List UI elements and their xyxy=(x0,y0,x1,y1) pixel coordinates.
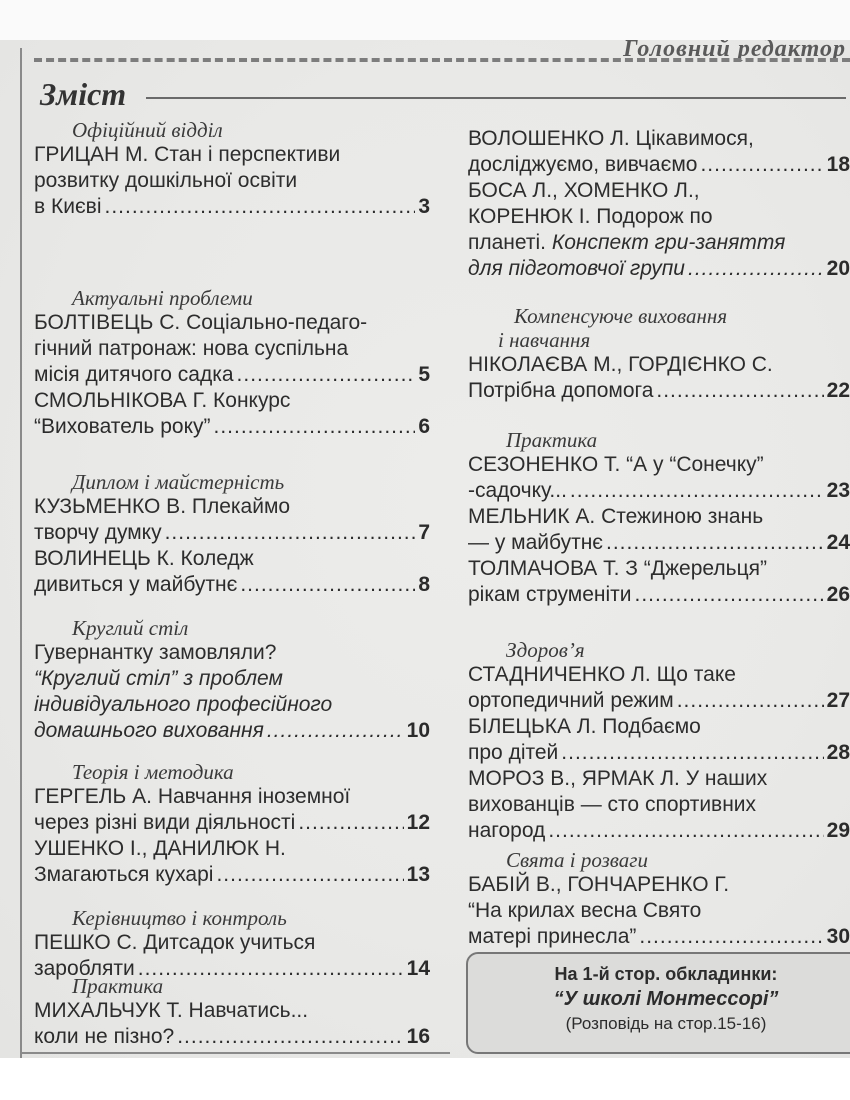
entry-line: БІЛЕЦЬКА Л. Подбаємо xyxy=(468,715,701,738)
page-number: 10 xyxy=(406,719,430,742)
entry-line: “На крилах весна Свято xyxy=(468,899,702,922)
entry-text: про дітей xyxy=(468,741,559,764)
entry-line: НІКОЛАЄВА М., ГОРДІЄНКО С. xyxy=(468,353,773,376)
toc-entry-row[interactable] xyxy=(468,478,850,504)
leader-dots xyxy=(688,256,824,282)
leader-dots xyxy=(700,152,823,178)
entry-line: індивідуального професійного xyxy=(34,693,333,716)
entry-line: СЕЗОНЕНКО Т. “А у “Сонечку” xyxy=(468,453,764,476)
page-number: 14 xyxy=(406,957,430,980)
section-diploma xyxy=(34,470,430,598)
section-title: Практика xyxy=(506,428,598,452)
section-practice-left xyxy=(34,974,430,1050)
entry-text: “Вихователь року” xyxy=(34,415,211,438)
entry-line: БОЛТІВЕЦЬ С. Соціально-педаго- xyxy=(34,311,368,334)
section-holidays xyxy=(468,848,850,950)
entry-text: рікам струменіти xyxy=(468,583,632,606)
entry-line: КОРЕНЮК І. Подорож по xyxy=(468,205,713,228)
page-number: 29 xyxy=(826,819,850,842)
toc-entry-row[interactable] xyxy=(468,582,850,608)
section-research xyxy=(468,126,850,282)
leader-dots xyxy=(105,194,416,220)
leader-dots xyxy=(635,582,824,608)
document-page xyxy=(0,40,850,1058)
page-number: 26 xyxy=(826,583,850,606)
leader-dots xyxy=(267,718,404,744)
entry-text: Потрібна допомога xyxy=(468,379,654,402)
entry-text: досліджуємо, вивчаємо xyxy=(468,153,698,176)
toc-entry-row[interactable] xyxy=(34,520,430,546)
section-title-cont: і навчання xyxy=(498,328,591,352)
entry-line: гічний патронаж: нова суспільна xyxy=(34,337,349,360)
entry-text: коли не пізно? xyxy=(34,1025,175,1048)
section-practice-right xyxy=(468,428,850,608)
section-title: Свята і розваги xyxy=(506,848,648,872)
toc-entry-row[interactable] xyxy=(468,688,850,714)
toc-entry-row[interactable] xyxy=(468,530,850,556)
leader-dots xyxy=(570,478,824,504)
page-number: 18 xyxy=(826,153,850,176)
entry-line: БАБІЙ В., ГОНЧАРЕНКО Г. xyxy=(468,873,730,896)
page-number: 27 xyxy=(826,689,850,712)
page-number: 24 xyxy=(826,531,850,554)
page-number: 16 xyxy=(406,1025,430,1048)
entry-line-italic: Конспект гри-заняття xyxy=(551,231,786,254)
leader-dots xyxy=(656,378,823,404)
bottom-border-line xyxy=(20,1052,450,1054)
entry-line: КУЗЬМЕНКО В. Плекаймо xyxy=(34,495,291,518)
page-top-margin xyxy=(0,0,850,40)
leader-dots xyxy=(216,862,403,888)
leader-dots xyxy=(165,520,416,546)
section-title: Актуальні проблеми xyxy=(72,286,253,310)
entry-text: в Києві xyxy=(34,195,102,218)
entry-text: дивиться у майбутнє xyxy=(34,573,238,596)
editor-heading-fragment: Головний редактор xyxy=(623,40,846,62)
toc-entry-row[interactable] xyxy=(468,818,850,844)
entry-text: через різні види діяльності xyxy=(34,811,296,834)
section-title: Теорія і методика xyxy=(72,760,234,784)
leader-dots xyxy=(639,924,823,950)
leader-dots xyxy=(237,362,416,388)
entry-text: творчу думку xyxy=(34,521,162,544)
entry-line: ТОЛМАЧОВА Т. З “Джерельця” xyxy=(468,557,767,580)
entry-text: Змагаються кухарі xyxy=(34,863,214,886)
entry-text: для підготовчої групи xyxy=(468,257,685,280)
toc-entry-row[interactable] xyxy=(34,718,430,744)
toc-entry-row[interactable] xyxy=(468,378,850,404)
section-title: Компенсуюче виховання xyxy=(514,304,728,328)
leader-dots xyxy=(298,810,403,836)
toc-entry-row[interactable] xyxy=(34,572,430,598)
entry-text: місія дитячого садка xyxy=(34,363,234,386)
page-number: 28 xyxy=(826,741,850,764)
leader-dots xyxy=(606,530,824,556)
leader-dots xyxy=(561,740,823,766)
entry-line: ГРИЦАН М. Стан і перспективи xyxy=(34,143,341,166)
section-title: Офіційний відділ xyxy=(72,118,223,142)
entry-line: СТАДНИЧЕНКО Л. Що таке xyxy=(468,663,736,686)
entry-text: нагород xyxy=(468,819,546,842)
toc-entry-row[interactable] xyxy=(34,362,430,388)
section-health xyxy=(468,638,850,844)
section-official xyxy=(34,118,430,220)
section-round-table xyxy=(34,616,430,744)
toc-entry-row[interactable] xyxy=(468,740,850,766)
section-title: Диплом і майстерність xyxy=(72,470,285,494)
page-number: 8 xyxy=(418,573,430,596)
cover-note-line1: На 1-й стор. обкладинки: xyxy=(554,964,778,984)
entry-line: УШЕНКО І., ДАНИЛЮК Н. xyxy=(34,837,286,860)
leader-dots xyxy=(548,818,823,844)
section-problems xyxy=(34,286,430,440)
entry-line: МИХАЛЬЧУК Т. Навчатись... xyxy=(34,999,309,1022)
entry-line xyxy=(468,230,850,256)
page-number: 13 xyxy=(406,863,430,886)
entry-text: домашнього виховання xyxy=(34,719,264,742)
section-title: Практика xyxy=(72,974,164,998)
toc-entry-row[interactable] xyxy=(34,810,430,836)
leader-dots xyxy=(240,572,415,598)
entry-line: “Круглий стіл” з проблем xyxy=(34,667,283,690)
page-number: 12 xyxy=(406,811,430,834)
section-title: Керівництво і контроль xyxy=(72,906,287,930)
left-border-line xyxy=(20,48,22,1058)
section-title: Круглий стіл xyxy=(72,616,189,640)
leader-dots xyxy=(213,414,415,440)
page-number: 20 xyxy=(826,257,850,280)
cover-note-box xyxy=(466,952,850,1054)
entry-text: ортопедичний режим xyxy=(468,689,674,712)
page-number: 5 xyxy=(418,363,430,386)
entry-line: ВОЛИНЕЦЬ К. Коледж xyxy=(34,547,254,570)
entry-text: -садочку... xyxy=(468,479,567,502)
entry-line-start: планеті. xyxy=(468,231,552,254)
entry-line: ВОЛОШЕНКО Л. Цікавимося, xyxy=(468,127,754,150)
entry-line: ГЕРГЕЛЬ А. Навчання іноземної xyxy=(34,785,351,808)
toc-entry-row[interactable] xyxy=(468,152,850,178)
leader-dots xyxy=(177,1024,403,1050)
section-management xyxy=(34,906,430,982)
toc-title: Зміст xyxy=(40,76,127,112)
page-number: 7 xyxy=(418,521,430,544)
leader-dots xyxy=(677,688,824,714)
cover-note-line3: (Розповідь на стор.15-16) xyxy=(565,1014,767,1033)
entry-line: ПЕШКО С. Дитсадок учиться xyxy=(34,931,316,954)
toc-entry-row[interactable] xyxy=(468,924,850,950)
page-number: 3 xyxy=(418,195,430,218)
toc-entry-row[interactable] xyxy=(34,1024,430,1050)
entry-line: БОСА Л., ХОМЕНКО Л., xyxy=(468,179,700,202)
page-number: 22 xyxy=(826,379,850,402)
section-compensating xyxy=(468,304,850,404)
page-number: 30 xyxy=(826,925,850,948)
title-rule xyxy=(146,97,846,99)
entry-line: вихованців — сто спортивних xyxy=(468,793,757,816)
toc-entry-row[interactable] xyxy=(34,862,430,888)
toc-entry-row[interactable] xyxy=(34,414,430,440)
entry-line: Гувернантку замовляли? xyxy=(34,641,277,664)
toc-entry-row[interactable] xyxy=(34,194,430,220)
entry-text: матері принесла” xyxy=(468,925,637,948)
section-theory xyxy=(34,760,430,888)
toc-entry-row[interactable] xyxy=(468,256,850,282)
entry-line: МОРОЗ В., ЯРМАК Л. У наших xyxy=(468,767,768,790)
cover-note-line2: “У школі Монтессорі” xyxy=(553,988,779,1010)
entry-text: — у майбутнє xyxy=(468,531,604,554)
entry-line: СМОЛЬНІКОВА Г. Конкурс xyxy=(34,389,291,412)
section-title: Здоров’я xyxy=(506,638,585,662)
dashed-divider xyxy=(34,58,850,62)
page-number: 6 xyxy=(418,415,430,438)
entry-text: заробляти xyxy=(34,957,135,980)
entry-line: МЕЛЬНИК А. Стежиною знань xyxy=(468,505,764,528)
entry-line: розвитку дошкільної освіти xyxy=(34,169,298,192)
page-number: 23 xyxy=(826,479,850,502)
